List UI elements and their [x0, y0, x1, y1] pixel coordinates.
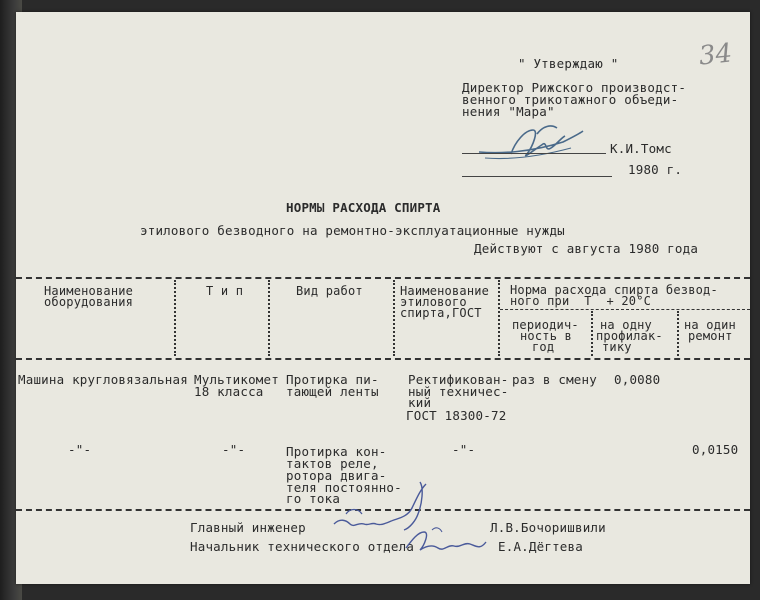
header-work: Вид работ	[296, 284, 363, 298]
document-page	[16, 12, 750, 584]
header-per-repair-2: ремонт	[688, 329, 733, 343]
row2-spirit: -"-	[452, 442, 476, 457]
header-norm-1: Норма расхода спирта безвод-	[510, 283, 718, 297]
row1-spirit-1: Ректификован-	[408, 372, 509, 387]
row1-periodicity: раз в смену	[512, 372, 597, 387]
doc-subtitle: этилового безводного на ремонтно-эксплуатационные нужды	[140, 223, 565, 238]
row1-spirit-2: ный техничес-	[408, 384, 509, 399]
col-divider-6	[677, 311, 679, 356]
header-per-repair-1: на один	[684, 318, 736, 332]
header-norm-2: ного при Т + 20°С	[510, 294, 652, 308]
signature-line	[462, 153, 606, 154]
row2-work-5: го тока	[286, 491, 341, 506]
row2-type: -"-	[222, 442, 246, 457]
director-line-3: нения "Мара"	[462, 104, 555, 119]
row2-work-2: тактов реле,	[286, 456, 379, 471]
col-divider-3	[393, 280, 395, 356]
row1-spirit-4: ГОСТ 18300-72	[406, 408, 507, 423]
header-periodicity-3: год	[532, 340, 555, 354]
col-divider-5	[591, 311, 593, 356]
norm-subheader-rule	[500, 309, 750, 310]
director-line-1: Директор Рижского производст-	[462, 80, 687, 95]
tech-head-name: Е.А.Дёгтева	[498, 539, 583, 554]
doc-title: НОРМЫ РАСХОДА СПИРТА	[286, 200, 441, 215]
header-per-maint-2: профилак-	[596, 329, 663, 343]
row2-work-3: ротора двига-	[286, 468, 387, 483]
header-per-maint-3: тику	[602, 340, 632, 354]
header-type: Т и п	[206, 284, 244, 298]
row1-work-1: Протирка пи-	[286, 372, 379, 387]
signer-name: К.И.Томс	[610, 141, 672, 156]
header-periodicity-2: ность в	[520, 329, 572, 343]
header-equipment-2: оборудования	[44, 295, 134, 309]
col-divider-1	[174, 280, 176, 356]
row2-work-1: Протирка кон-	[286, 444, 387, 459]
row1-work-2: тающей ленты	[286, 384, 379, 399]
chief-engineer-label: Главный инженер	[190, 520, 306, 535]
tech-head-signature	[402, 522, 492, 558]
row1-equipment: Машина кругловязальная	[18, 372, 188, 387]
director-signature	[471, 118, 601, 168]
header-periodicity-1: периодич-	[512, 318, 579, 332]
col-divider-4	[498, 280, 500, 356]
chief-engineer-name: Л.В.Бочоришвили	[490, 520, 606, 535]
table-top-rule	[16, 277, 750, 279]
row1-type-1: Мультикомет	[194, 372, 279, 387]
header-spirit-3: спирта,ГОСТ	[400, 306, 482, 320]
row1-spirit-3: кий	[408, 395, 432, 410]
col-divider-2	[268, 280, 270, 356]
row2-equipment: -"-	[68, 442, 92, 457]
row1-type-2: 18 класса	[194, 384, 264, 399]
date-line	[462, 176, 612, 177]
approval-heading: " Утверждаю "	[518, 56, 619, 71]
header-spirit-1: Наименование	[400, 284, 490, 298]
header-equipment-1: Наименование	[44, 284, 134, 298]
tech-head-label: Начальник технического отдела	[190, 539, 415, 554]
effective-date: Действуют с августа 1980 года	[474, 241, 699, 256]
row1-per-maint: 0,0080	[614, 372, 661, 387]
approval-year: 1980 г.	[628, 162, 683, 177]
table-header-rule	[16, 358, 750, 360]
director-line-2: венного трикотажного объеди-	[462, 92, 679, 107]
row2-per-repair: 0,0150	[692, 442, 739, 457]
header-per-maint-1: на одну	[600, 318, 652, 332]
page-number: 34	[697, 38, 734, 72]
row2-work-4: теля постоянно-	[286, 480, 402, 495]
header-spirit-2: этилового	[400, 295, 467, 309]
